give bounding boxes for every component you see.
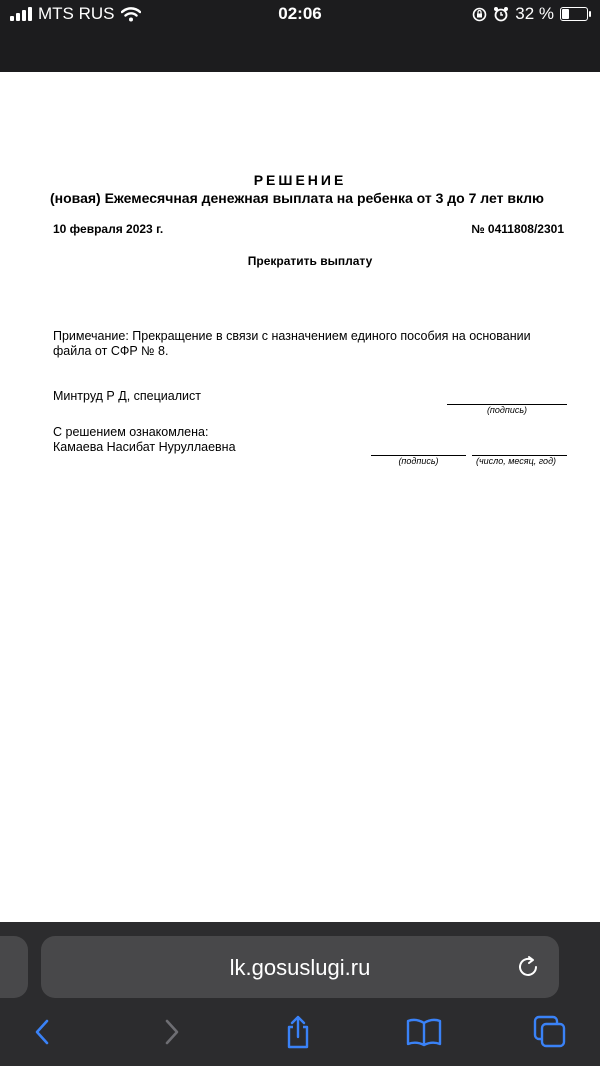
url-text[interactable]: lk.gosuslugi.ru [229,955,371,980]
share-icon [283,1015,313,1049]
signal-icon [10,7,32,21]
official-name: Минтруд Р Д, специалист [53,389,201,403]
note-line: Примечание: Прекращение в связи с назначением единого пособия на основании [53,329,531,343]
reload-icon[interactable] [515,954,541,980]
browser-top-bar [0,30,600,72]
forward-button[interactable] [154,1014,190,1050]
status-bar [0,0,600,30]
note-line: файла от СФР № 8. [53,344,169,358]
tabs-button[interactable] [532,1014,568,1050]
bookmarks-icon [406,1017,442,1047]
ack-signature-caption: (подпись) [398,456,439,466]
decision-text: Прекратить выплату [247,254,373,268]
document-number: № 0411808/2301 [471,222,564,236]
orientation-lock-icon [472,7,487,22]
ack-line: С решением ознакомлена: [53,425,209,439]
document-page [0,72,600,922]
note [53,329,553,359]
signature-caption: (подпись) [486,405,528,415]
clock: 02:06 [278,4,322,23]
address-bar[interactable] [41,936,559,998]
document-date: 10 февраля 2023 г. [53,222,164,236]
ack-line: Камаева Насибат Нуруллаевна [53,440,236,454]
back-button[interactable] [24,1014,60,1050]
document-subtitle: (новая) Ежемесячная денежная выплата на ребенка от 3 до 7 лет вклю [50,190,544,206]
previous-tab-preview[interactable] [0,936,28,998]
alarm-icon [493,6,509,22]
share-button[interactable] [280,1014,316,1050]
browser-bottom-bar [0,922,600,1066]
battery-percent: 32 % [515,4,554,23]
wifi-icon [121,7,141,22]
document-title: РЕШЕНИЕ [253,172,347,188]
forward-icon [162,1018,182,1046]
acknowledgement [53,425,236,455]
bookmarks-button[interactable] [406,1014,442,1050]
carrier-label: MTS RUS [38,4,115,23]
battery-icon [560,7,588,21]
back-icon [32,1018,52,1046]
ack-date-caption: (число, месяц, год) [475,456,557,466]
tabs-icon [533,1015,567,1049]
